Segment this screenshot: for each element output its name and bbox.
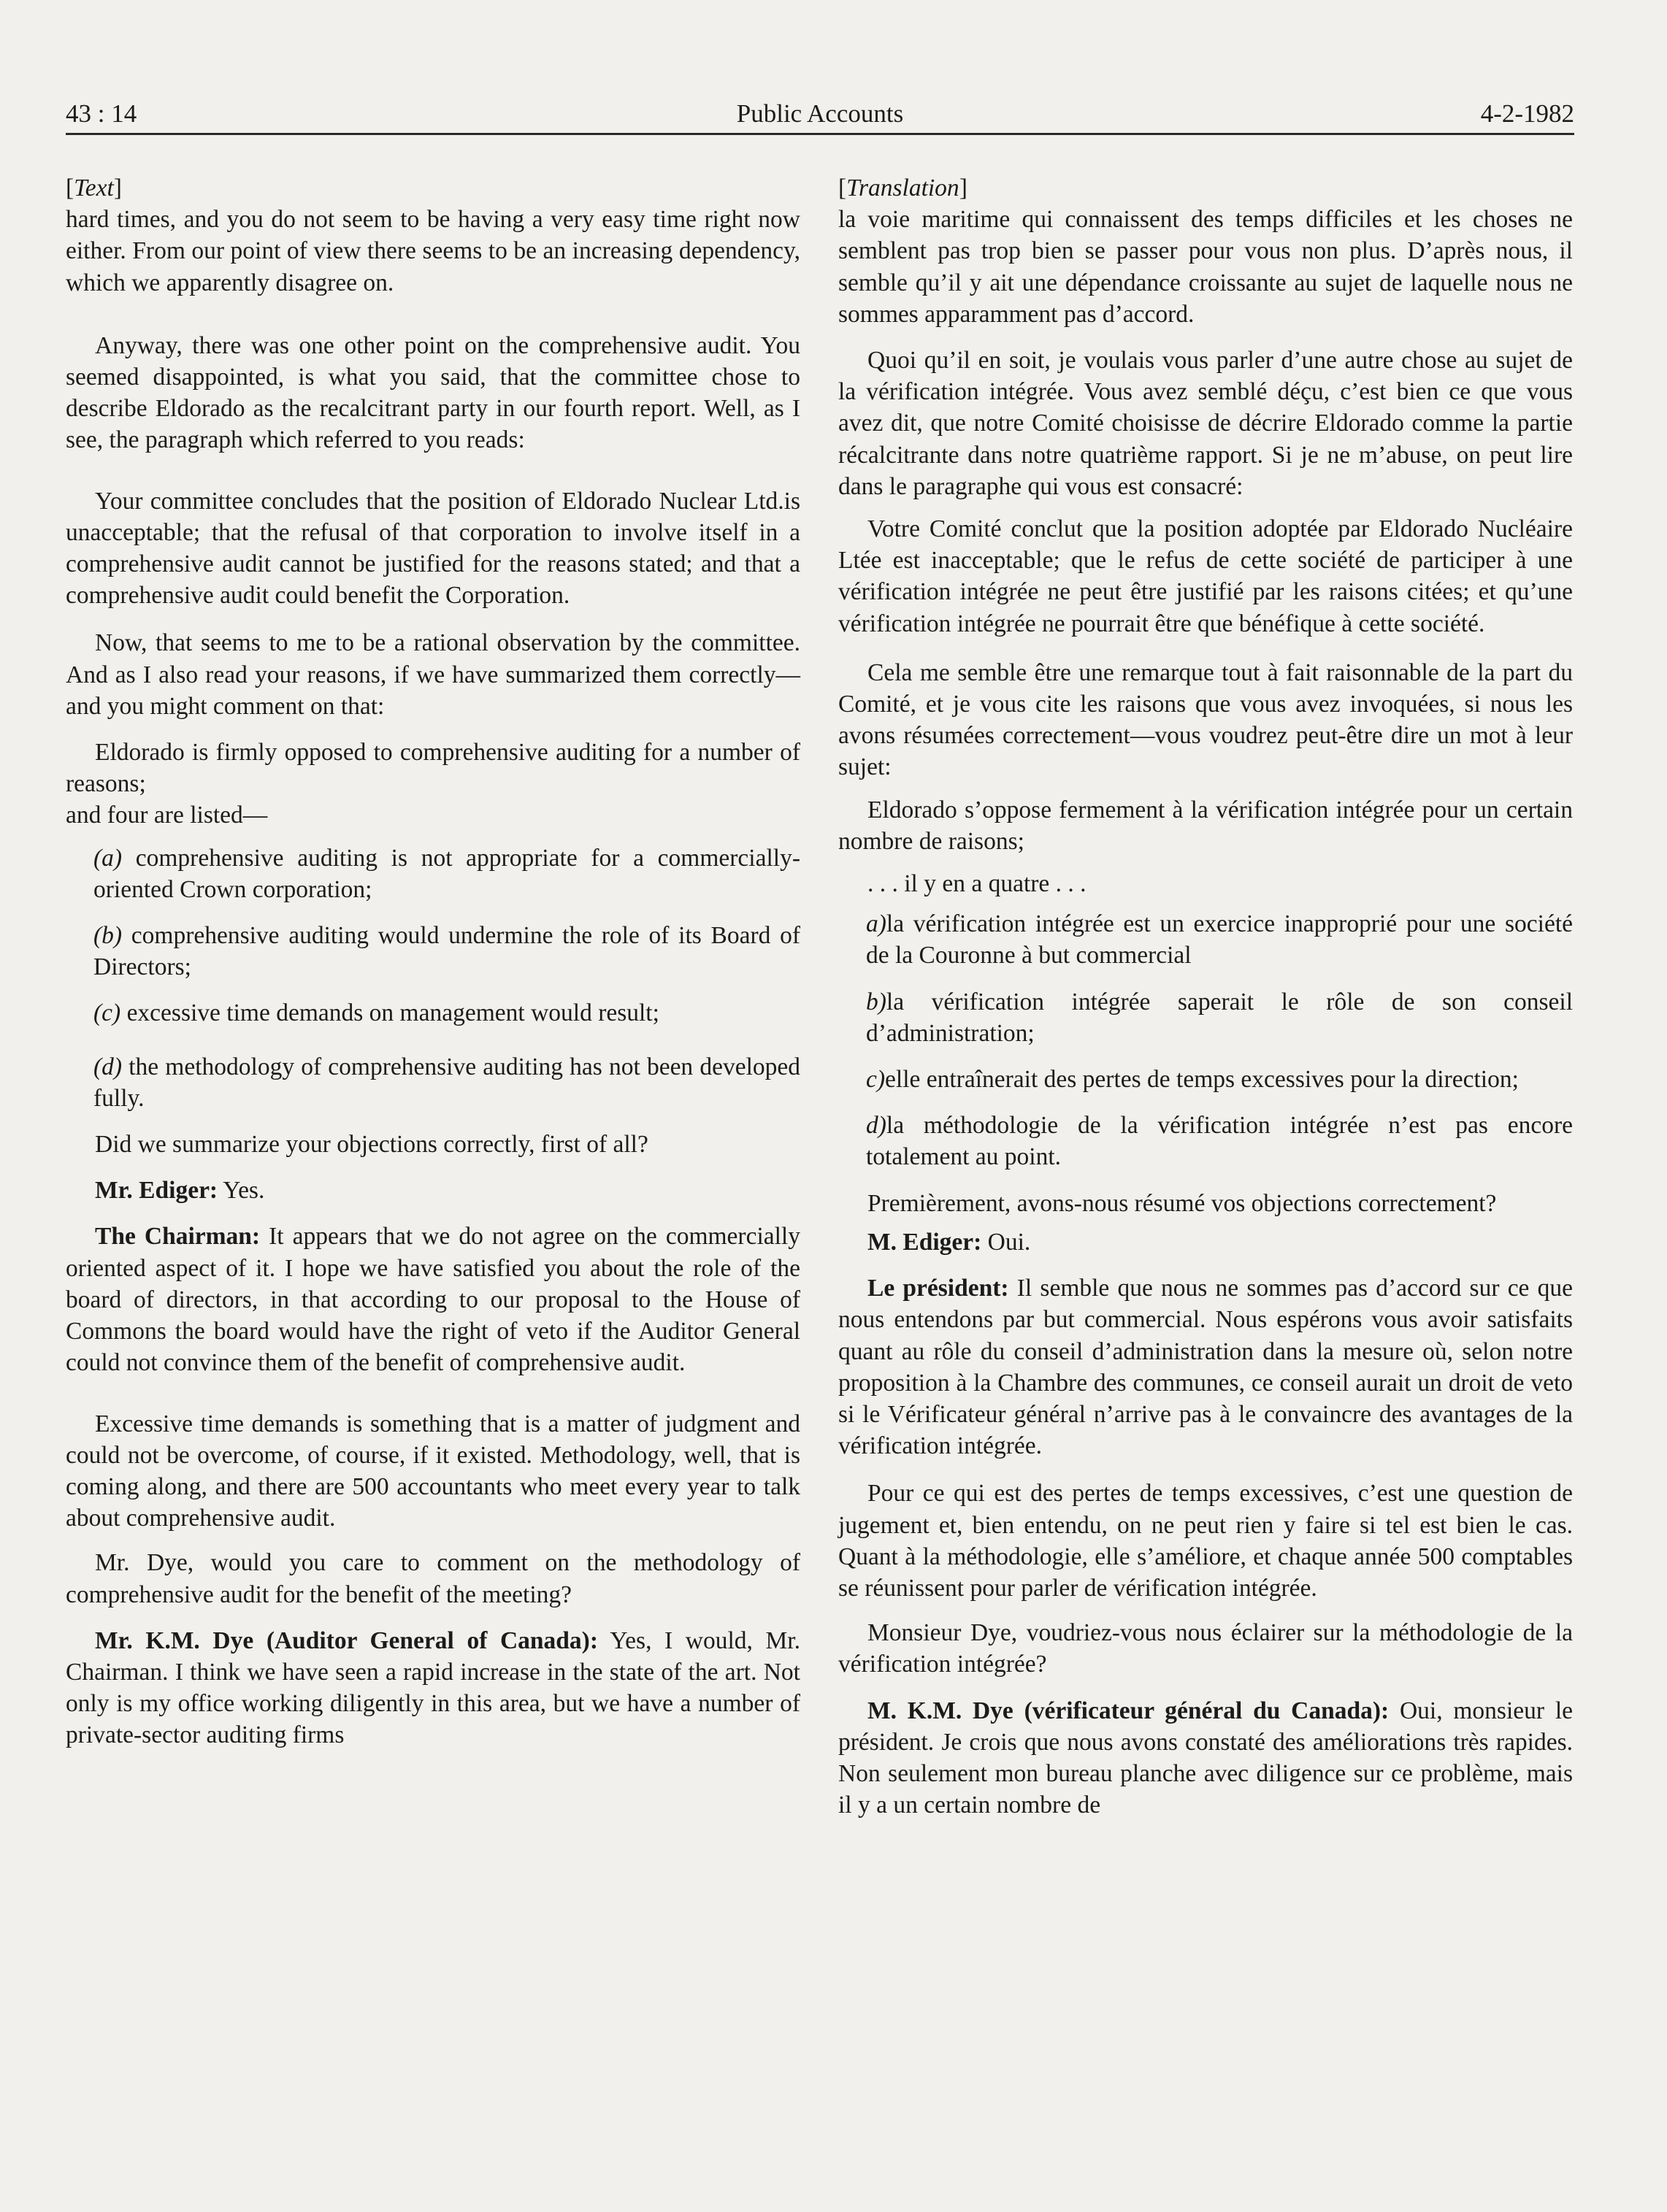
list-item [866, 1064, 1573, 1095]
list-item-text: excessive time demands on management would result; [120, 999, 659, 1027]
list-item [866, 986, 1573, 1049]
list-item-text: elle entraînerait des pertes de temps excessives pour la direction; [885, 1066, 1519, 1094]
paragraph: Excessive time demands is something that is a matter of judgment and could not be overcome, of course, if it existed. Methodology, well, that is coming along, and there are 500 accountants who meet every year to talk about comprehensive audit. [66, 1410, 800, 1532]
speech-text: Yes, I would, Mr. Chairman. I think we have seen a rapid increase in the state of the art. Not only is my office working diligently in this area, but we have a number of private-sector auditing firms [66, 1627, 800, 1749]
list-item-text: la vérification intégrée saperait le rôle de son conseil d’administration; [866, 988, 1573, 1047]
speaker-turn [838, 1272, 1573, 1462]
list-item-text: la vérification intégrée est un exercice inapproprié pour une société de la Couronne à but commercial [866, 910, 1573, 969]
paragraph: la voie maritime qui connaissent des temps difficiles et les choses ne semblent pas trop bien se passer pour vous non plus. D’après nous, il semble qu’il y ait une dépendance croissante au sujet de laquelle nous ne sommes apparamment pas d’accord. [838, 206, 1573, 328]
block-quote: Eldorado is firmly opposed to comprehensive auditing for a number of reasons; [66, 739, 800, 798]
speaker-name: M. Ediger: [867, 1228, 982, 1256]
paragraph: Mr. Dye, would you care to comment on the methodology of comprehensive audit for the benefit of the meeting? [66, 1549, 800, 1608]
list-item [866, 1110, 1573, 1172]
speaker-name: Mr. Ediger: [95, 1177, 218, 1205]
paragraph: Now, that seems to me to be a rational observation by the committee. And as I also read your reasons, if we have summarized them correctly—and you might comment on that: [66, 629, 800, 720]
speech-text: Oui, monsieur le président. Je crois que nous avons constaté des améliorations très rapides. Non seulement mon bureau planche avec diligence sur ce problème, mais il y a un certain nombre de [838, 1697, 1573, 1819]
speech-text: It appears that we do not agree on the commercially oriented aspect of it. I hope we have satisfied you about the role of the board of directors, in that according to our proposal to the House of Commons the board would have the right of veto if the Auditor General could not convince them of the benefit of comprehensive audit. [66, 1223, 800, 1377]
paragraph: Anyway, there was one other point on the comprehensive audit. You seemed disappointed, is what you said, that the committee chose to describe Eldorado as the recalcitrant party in our fourth report. Well, as I see, the paragraph which referred to you reads: [66, 331, 800, 454]
paragraph: Quoi qu’il en soit, je voulais vous parler d’une autre chose au sujet de la vérification intégrée. Vous avez semblé déçu, c’est bien ce que vous avez dit, que notre Comité choisisse de décrire Eldorado comme la partie récalcitrante dans notre quatrième rapport. Si je ne m’abuse, on peut lire dans le paragraphe qui vous est consacré: [838, 347, 1573, 500]
speaker-name: The Chairman: [95, 1223, 261, 1251]
page-header [66, 96, 1574, 135]
list-item-label: a) [866, 910, 886, 938]
page-number: 43 : 14 [66, 99, 137, 128]
speaker-turn [66, 1221, 800, 1378]
speech-text: Oui. [981, 1228, 1031, 1256]
block-quote: Eldorado s’oppose fermement à la vérification intégrée pour un certain nombre de raisons; [838, 796, 1573, 855]
speaker-name: Mr. K.M. Dye (Auditor General of Canada): [95, 1627, 598, 1654]
speaker-turn [838, 1695, 1573, 1821]
list-item-label: c) [866, 1066, 886, 1094]
list-item-label: (b) [93, 922, 123, 950]
speaker-turn [66, 1175, 800, 1206]
list-item-label: d) [866, 1112, 886, 1140]
speaker-turn [838, 1226, 1573, 1258]
list-item-label: (c) [93, 999, 121, 1027]
list-item-text: la méthodologie de la vérification intégrée n’est pas encore totalement au point. [866, 1112, 1573, 1171]
list-item [866, 908, 1573, 971]
block-quote: Votre Comité conclut que la position adoptée par Eldorado Nucléaire Ltée est inacceptable; que le refus de cette société de participer à une vérification intégrée ne peut être justifié par les raisons citées; et qu’une vérification intégrée ne pourrait être que bénéfique à cette société. [838, 515, 1573, 637]
french-column [838, 172, 1573, 1821]
list-item-label: (a) [93, 844, 123, 872]
paragraph: and four are listed— [66, 802, 268, 829]
list-item [93, 842, 800, 905]
list-item [93, 997, 800, 1029]
paragraph: hard times, and you do not seem to be having a very easy time right now either. From our point of view there seems to be an increasing dependency, which we apparently disagree on. [66, 206, 800, 296]
paragraph: Premièrement, avons-nous résumé vos objections correctement? [867, 1189, 1497, 1217]
paragraph: Pour ce qui est des pertes de temps excessives, c’est une question de jugement et, bien entendu, on ne peut rien y faire si tel est bien le cas. Quant à la méthodologie, elle s’améliore, et chaque année 500 comptables se réunissent pour parler de vérification intégrée. [838, 1480, 1573, 1602]
block-quote: Your committee concludes that the position of Eldorado Nuclear Ltd.is unacceptable; that the refusal of that corporation to involve itself in a comprehensive audit cannot be justified for the reasons stated; and that a comprehensive audit could benefit the Corporation. [66, 487, 800, 610]
list-item-label: (d) [93, 1053, 123, 1080]
paragraph: Cela me semble être une remarque tout à fait raisonnable de la part du Comité, et je vous cite les raisons que vous avez invoquées, si nous les avons résumées correctement—vous voudrez peut-être dire un mot à leur sujet: [838, 658, 1573, 781]
speech-text: Yes. [218, 1177, 265, 1205]
english-column [66, 172, 800, 1751]
list-item-text: comprehensive auditing is not appropriate for a commercially-oriented Crown corporation; [93, 844, 800, 903]
section-label-translation: [Translation] [838, 174, 967, 201]
page-date: 4-2-1982 [1480, 99, 1574, 128]
speaker-name: Le président: [867, 1275, 1009, 1302]
speaker-turn [66, 1625, 800, 1751]
list-item-label: b) [866, 988, 886, 1015]
list-item [93, 920, 800, 983]
speech-text: Il semble que nous ne sommes pas d’accord sur ce que nous entendons par but commercial. Nous espérons vous avoir satisfaits quant au rôle du conseil d’administration dans la mesure où, selon notre proposition à la Chambre des communes, ce conseil aurait un droit de veto si le Vérificateur général n’arrive pas à le convaincre des avantages de la vérification intégrée. [838, 1275, 1573, 1460]
list-item-text: the methodology of comprehensive auditing has not been developed fully. [93, 1053, 800, 1112]
page-title: Public Accounts [736, 99, 904, 128]
list-item-text: comprehensive auditing would undermine the role of its Board of Directors; [93, 922, 800, 981]
section-label-text: [Text] [66, 174, 122, 201]
paragraph: Did we summarize your objections correctly, first of all? [95, 1131, 648, 1159]
speaker-name: M. K.M. Dye (vérificateur général du Canada): [867, 1697, 1390, 1724]
paragraph: Monsieur Dye, voudriez-vous nous éclairer sur la méthodologie de la vérification intégrée? [838, 1619, 1573, 1678]
list-item [93, 1051, 800, 1114]
block-quote: . . . il y en a quatre . . . [867, 870, 1087, 898]
